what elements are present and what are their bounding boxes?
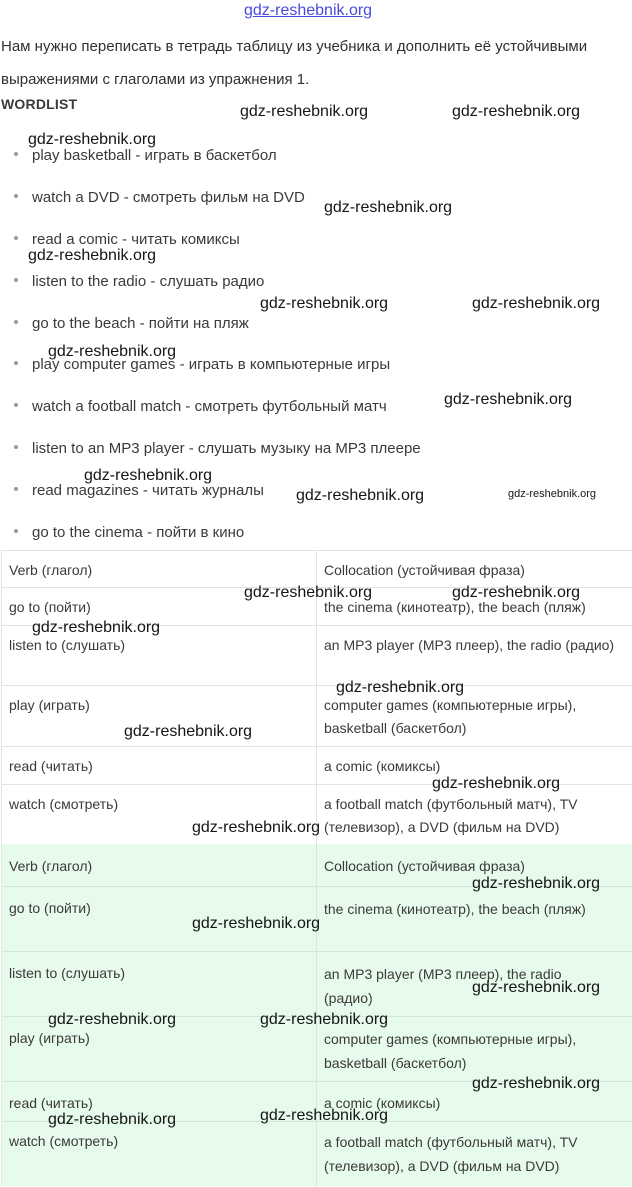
list-item xyxy=(14,440,421,457)
watermark: gdz-reshebnik.org xyxy=(192,915,321,932)
watermark: gdz-reshebnik.org xyxy=(48,343,177,360)
watermark: gdz-reshebnik.org xyxy=(192,819,321,836)
table-cell-verb: read (читать) xyxy=(9,1095,93,1111)
table-cell-collocation: the cinema (кинотеатр), the beach (пляж) xyxy=(324,901,586,917)
table-cell-verb: watch (смотреть) xyxy=(9,796,119,812)
watermark: gdz-reshebnik.org xyxy=(84,467,213,484)
list-item xyxy=(14,315,249,332)
header-cell-verb: Verb (глагол) xyxy=(9,562,93,578)
list-item xyxy=(14,524,244,541)
table-cell-collocation: an MP3 player (MP3 плеер), the radio (радио) xyxy=(324,637,615,653)
bullet-icon xyxy=(14,487,18,491)
table-row xyxy=(2,1121,632,1187)
table-cell-collocation: the cinema (кинотеатр), the beach (пляж) xyxy=(324,599,586,615)
table-cell-collocation: a football match (футбольный матч), TV (телевизор), a DVD (фильм на DVD) xyxy=(324,796,578,835)
watermark: gdz-reshebnik.org xyxy=(244,584,373,601)
watermark: gdz-reshebnik.org xyxy=(48,1111,177,1128)
table-cell-collocation: a comic (комиксы) xyxy=(324,758,441,774)
list-item xyxy=(14,398,387,415)
intro-paragraph: Нам нужно переписать в тетрадь таблицу из учебника и дополнить её устойчивыми выражениями с глаголами из упражнения 1. xyxy=(1,38,588,88)
table-cell-verb: go to (пойти) xyxy=(9,900,91,916)
wordlist-heading: WORDLIST xyxy=(1,96,78,112)
table-row xyxy=(2,685,632,747)
watermark: gdz-reshebnik.org xyxy=(324,199,453,216)
list-item xyxy=(14,273,264,290)
table-header-row xyxy=(2,550,632,588)
watermark: gdz-reshebnik.org xyxy=(124,723,253,740)
header-cell-verb: Verb (глагол) xyxy=(9,858,93,874)
table-cell-collocation: a comic (комиксы) xyxy=(324,1095,441,1111)
watermark: gdz-reshebnik.org xyxy=(32,619,161,636)
bullet-icon xyxy=(14,320,18,324)
list-item-text: play computer games - играть в компьютерные игры xyxy=(32,356,391,373)
bullet-icon xyxy=(14,445,18,449)
table-cell-collocation: an MP3 player (MP3 плеер), the radio (радио) xyxy=(324,966,562,1006)
watermark: gdz-reshebnik.org xyxy=(336,679,465,696)
watermark: gdz-reshebnik.org xyxy=(260,295,389,312)
watermark: gdz-reshebnik.org xyxy=(28,131,157,148)
bullet-icon xyxy=(14,278,18,282)
watermark: gdz-reshebnik.org xyxy=(260,1107,389,1124)
list-item xyxy=(14,189,305,206)
list-item-text: listen to the radio - слушать радио xyxy=(32,273,265,290)
bullet-icon xyxy=(14,194,18,198)
watermark: gdz-reshebnik.org xyxy=(296,487,425,504)
site-watermark-link[interactable]: gdz-reshebnik.org xyxy=(244,2,373,19)
table-cell-verb: play (играть) xyxy=(9,1030,90,1046)
watermark: gdz-reshebnik.org xyxy=(28,247,157,264)
watermark: gdz-reshebnik.org xyxy=(432,775,561,792)
bullet-icon xyxy=(14,236,18,240)
list-item-text: watch a DVD - смотреть фильм на DVD xyxy=(32,189,305,206)
watermark: gdz-reshebnik.org xyxy=(444,391,573,408)
table-cell-collocation: computer games (компьютерные игры), basketball (баскетбол) xyxy=(324,697,577,736)
table-cell-verb: listen to (слушать) xyxy=(9,965,126,981)
watermark: gdz-reshebnik.org xyxy=(48,1011,177,1028)
table-cell-verb: watch (смотреть) xyxy=(9,1133,119,1149)
table-cell-verb: listen to (слушать) xyxy=(9,637,126,653)
table-cell-verb: read (читать) xyxy=(9,758,93,774)
bullet-icon xyxy=(14,403,18,407)
watermark: gdz-reshebnik.org xyxy=(508,488,597,500)
bullet-icon xyxy=(14,152,18,156)
bullet-icon xyxy=(14,361,18,365)
list-item-text: go to the beach - пойти на пляж xyxy=(32,315,249,332)
header-cell-collocation: Collocation (устойчивая фраза) xyxy=(324,858,525,874)
table-cell-collocation: computer games (компьютерные игры), basketball (баскетбол) xyxy=(324,1031,577,1071)
list-item-text: go to the cinema - пойти в кино xyxy=(32,524,245,541)
list-item xyxy=(14,231,240,248)
watermark: gdz-reshebnik.org xyxy=(452,584,581,601)
watermark: gdz-reshebnik.org xyxy=(472,875,601,892)
table-cell-verb: play (играть) xyxy=(9,697,90,713)
bullet-icon xyxy=(14,529,18,533)
list-item-text: play basketball - играть в баскетбол xyxy=(32,147,277,164)
list-item xyxy=(14,147,277,164)
table-cell-verb: go to (пойти) xyxy=(9,599,91,615)
watermark: gdz-reshebnik.org xyxy=(472,1075,601,1092)
header-cell-collocation: Collocation (устойчивая фраза) xyxy=(324,562,525,578)
watermark: gdz-reshebnik.org xyxy=(240,103,369,120)
watermark: gdz-reshebnik.org xyxy=(260,1011,389,1028)
watermark: gdz-reshebnik.org xyxy=(472,979,601,996)
watermark: gdz-reshebnik.org xyxy=(452,103,581,120)
list-item-text: read a comic - читать комиксы xyxy=(32,231,240,248)
table-cell-collocation: a football match (футбольный матч), TV (телевизор), a DVD (фильм на DVD) xyxy=(324,1134,578,1174)
list-item-text: watch a football match - смотреть футбольный матч xyxy=(32,398,387,415)
list-item-text: listen to an MP3 player - слушать музыку на MP3 плеере xyxy=(32,440,421,457)
list-item-text: read magazines - читать журналы xyxy=(32,482,264,499)
watermark: gdz-reshebnik.org xyxy=(472,295,601,312)
